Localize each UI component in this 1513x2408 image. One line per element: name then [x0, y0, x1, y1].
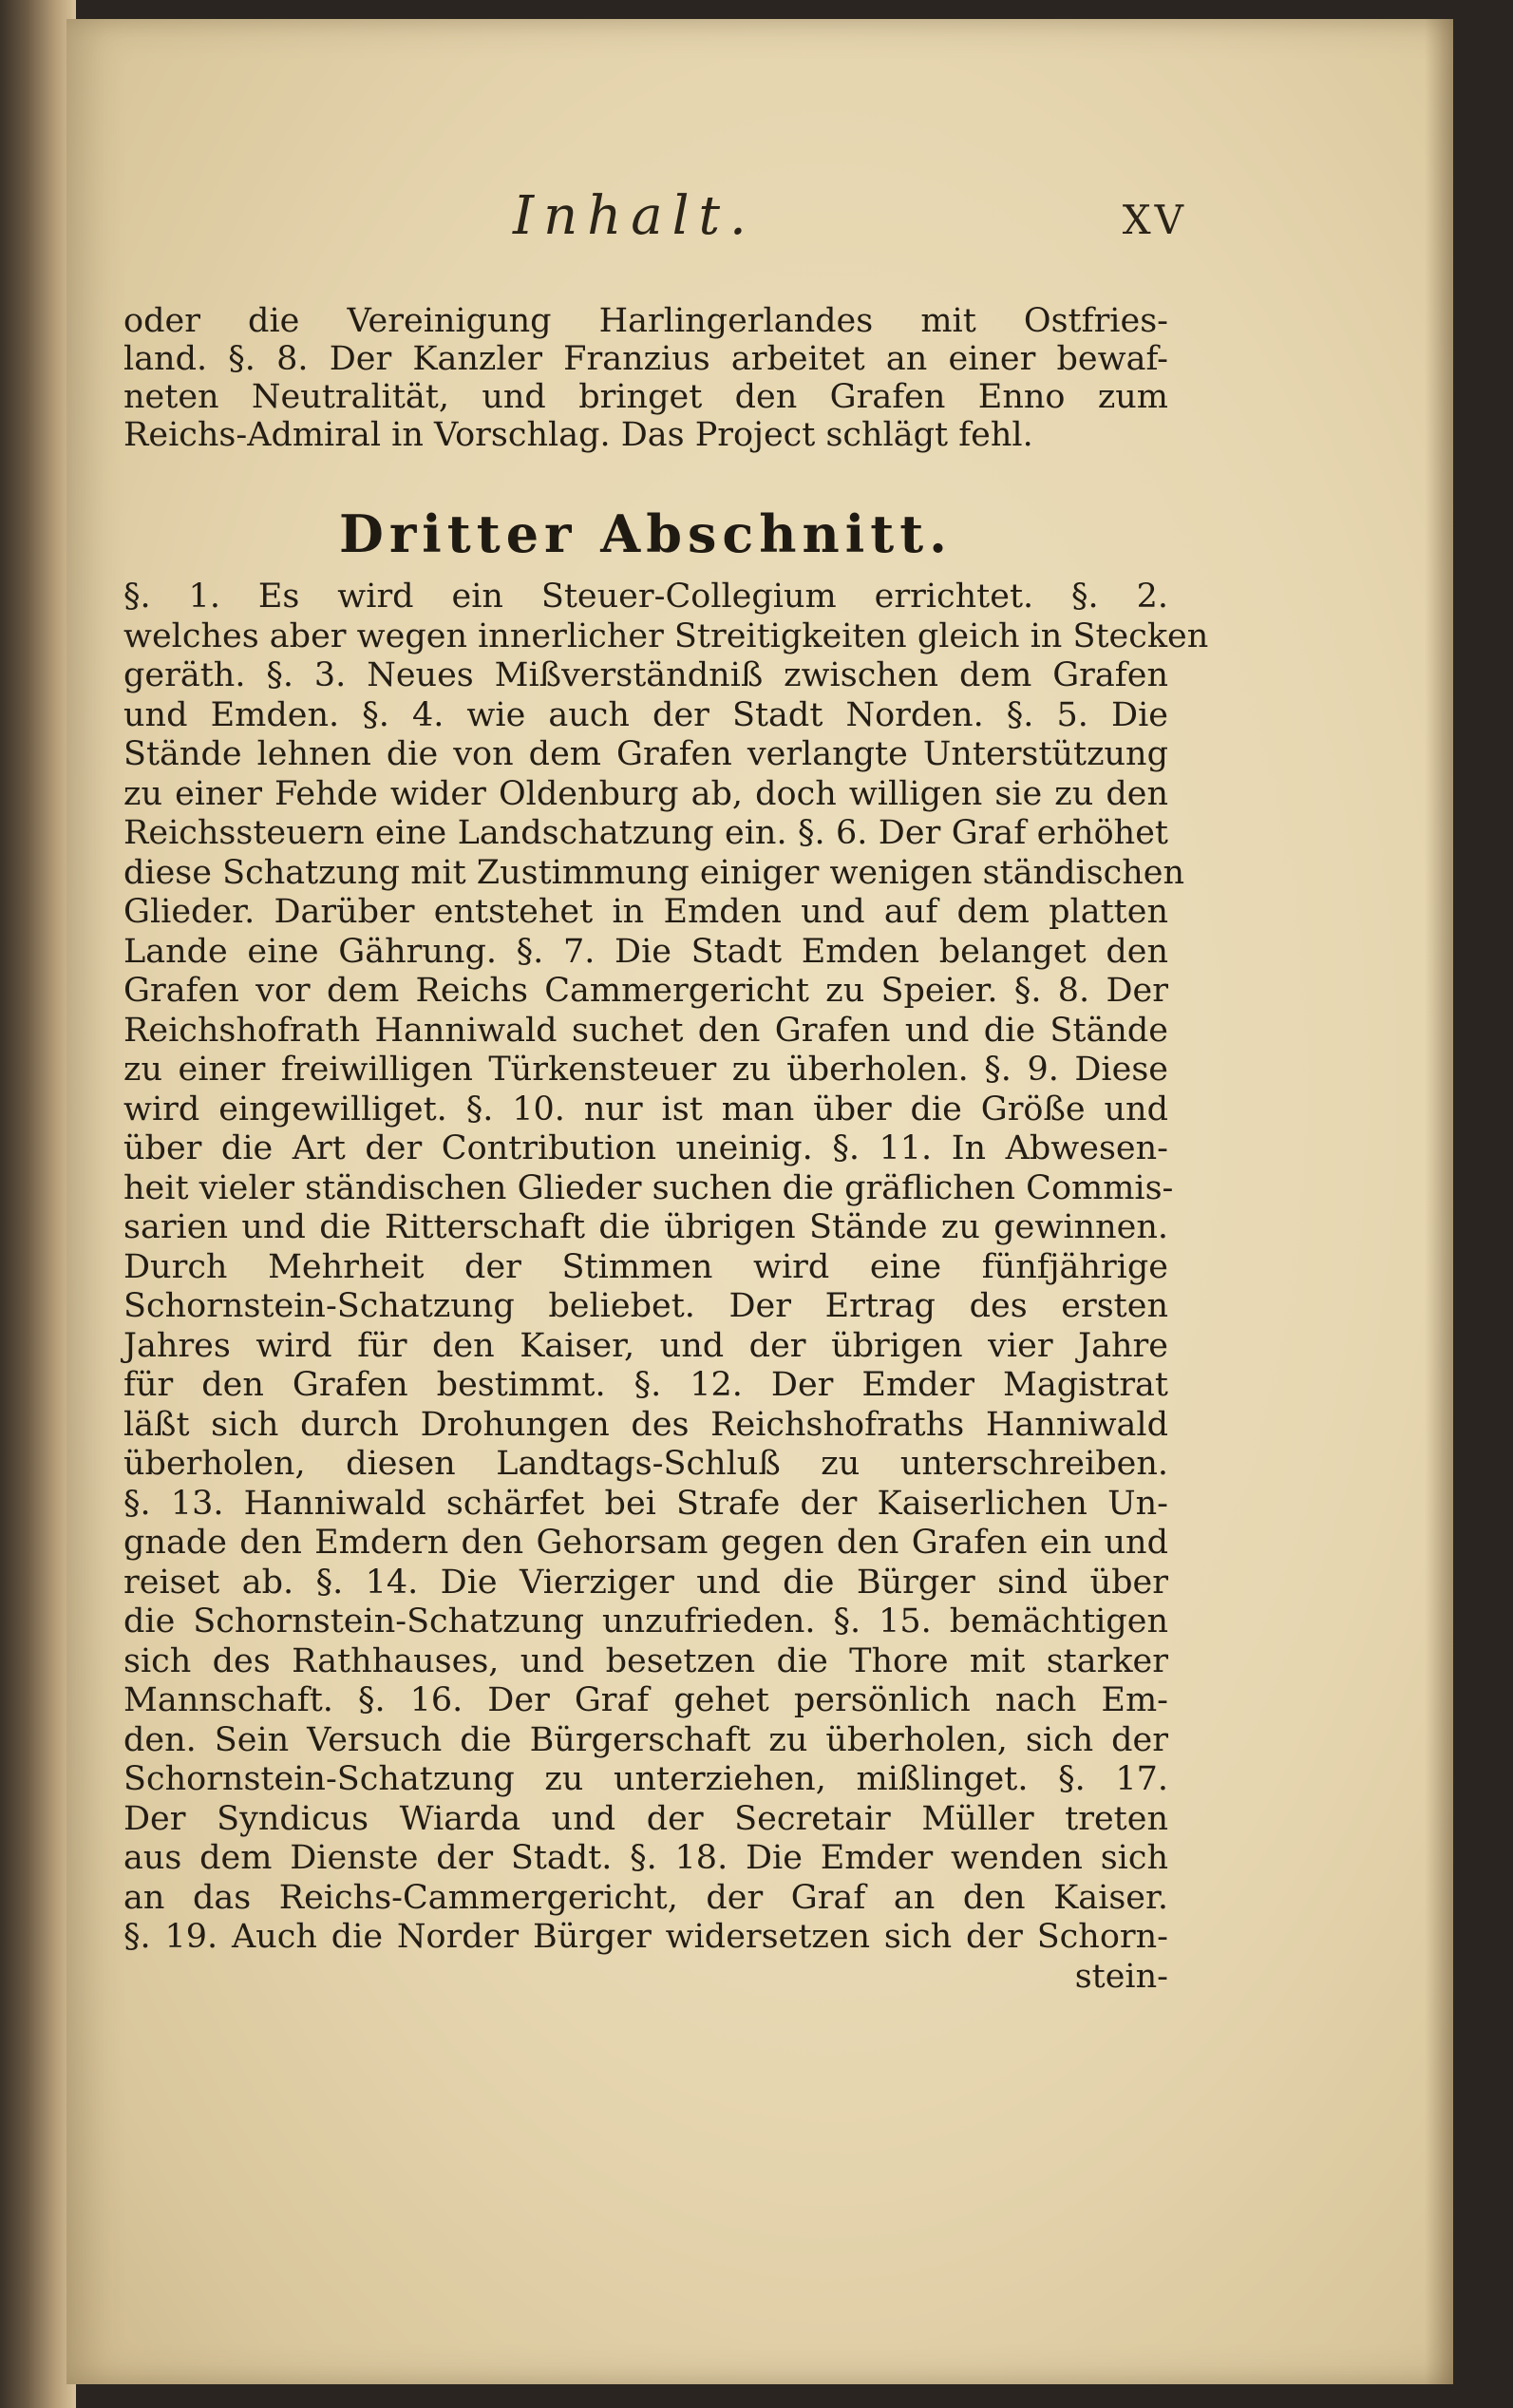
text-line: Der Syndicus Wiarda und der Secretair Müller treten: [123, 1799, 1168, 1838]
book-binding-edge: [0, 0, 76, 2408]
running-title: Inhalt.: [513, 185, 756, 247]
intro-paragraph: [123, 302, 1168, 454]
text-line: wird eingewilliget. §. 10. nur ist man über die Größe und: [123, 1090, 1168, 1128]
page-edge-shadow: [1425, 19, 1453, 2384]
text-line: oder die Vereinigung Harlingerlandes mit Ostfries-: [123, 302, 1168, 340]
text-line: Durch Mehrheit der Stimmen wird eine fünfjährige: [123, 1247, 1168, 1286]
text-line: Schornstein-Schatzung zu unterziehen, mißlinget. §. 17.: [123, 1760, 1168, 1798]
text-line: reiset ab. §. 14. Die Vierziger und die Bürger sind über: [123, 1563, 1168, 1602]
text-line: Mannschaft. §. 16. Der Graf gehet persönlich nach Em-: [123, 1681, 1168, 1719]
main-paragraph: [123, 578, 1209, 1997]
text-line: §. 13. Hanniwald schärfet bei Strafe der Kaiserlichen Un-: [123, 1484, 1168, 1523]
text-line: sarien und die Ritterschaft die übrigen Stände zu gewinnen.: [123, 1208, 1168, 1246]
text-line: heit vieler ständischen Glieder suchen die gräflichen Commis-: [123, 1168, 1174, 1207]
text-line: Grafen vor dem Reichs Cammergericht zu Speier. §. 8. Der: [123, 972, 1168, 1010]
text-line: den. Sein Versuch die Bürgerschaft zu überholen, sich der: [123, 1720, 1168, 1759]
text-line: zu einer freiwilligen Türkensteuer zu überholen. §. 9. Diese: [123, 1051, 1168, 1089]
text-line: Reichssteuern eine Landschatzung ein. §. 6. Der Graf erhöhet: [123, 814, 1168, 852]
text-line: zu einer Fehde wider Oldenburg ab, doch willigen sie zu den: [123, 774, 1168, 813]
text-line: Jahres wird für den Kaiser, und der übrigen vier Jahre: [123, 1326, 1168, 1365]
text-line: gnade den Emdern den Gehorsam gegen den Grafen ein und: [123, 1524, 1168, 1562]
text-line: und Emden. §. 4. wie auch der Stadt Norden. §. 5. Die: [123, 695, 1168, 734]
text-line: §. 19. Auch die Norder Bürger widersetzen sich der Schorn-: [123, 1918, 1168, 1956]
catchword: stein-: [1074, 1957, 1168, 1996]
page-header: [114, 185, 1187, 261]
text-line: läßt sich durch Drohungen des Reichshofraths Hanniwald: [123, 1405, 1168, 1444]
text-line: land. §. 8. Der Kanzler Franzius arbeitet an einer bewaf-: [123, 340, 1168, 378]
text-line: geräth. §. 3. Neues Mißverständniß zwischen dem Grafen: [123, 656, 1168, 694]
text-line: §. 1. Es wird ein Steuer-Collegium errichtet. §. 2.: [123, 578, 1168, 616]
section-heading: Dritter Abschnitt.: [339, 503, 953, 564]
text-line: Reichs-Admiral in Vorschlag. Das Project schlägt fehl.: [123, 416, 1033, 454]
text-line: die Schornstein-Schatzung unzufrieden. §. 15. bemächtigen: [123, 1602, 1168, 1640]
page-number: XV: [1122, 197, 1187, 243]
text-line: diese Schatzung mit Zustimmung einiger wenigen ständischen: [123, 853, 1185, 892]
text-line: überholen, diesen Landtags-Schluß zu unterschreiben.: [123, 1445, 1168, 1483]
text-line: aus dem Dienste der Stadt. §. 18. Die Emder wenden sich: [123, 1839, 1168, 1877]
text-line: Reichshofrath Hanniwald suchet den Grafen und die Stände: [123, 1011, 1168, 1050]
text-line: neten Neutralität, und bringet den Grafen Enno zum: [123, 378, 1168, 416]
text-line: welches aber wegen innerlicher Streitigkeiten gleich in Stecken: [123, 616, 1209, 655]
text-line: Lande eine Gährung. §. 7. Die Stadt Emden belanget den: [123, 932, 1168, 971]
text-line: Schornstein-Schatzung beliebet. Der Ertrag des ersten: [123, 1287, 1168, 1325]
text-line: sich des Rathhauses, und besetzen die Thore mit starker: [123, 1641, 1168, 1680]
text-line: über die Art der Contribution uneinig. §. 11. In Abwesen-: [123, 1129, 1168, 1167]
text-line: an das Reichs-Cammergericht, der Graf an den Kaiser.: [123, 1878, 1168, 1917]
text-line: Stände lehnen die von dem Grafen verlangte Unterstützung: [123, 735, 1168, 773]
text-line: für den Grafen bestimmt. §. 12. Der Emder Magistrat: [123, 1366, 1168, 1404]
text-line: Glieder. Darüber entstehet in Emden und auf dem platten: [123, 893, 1168, 931]
